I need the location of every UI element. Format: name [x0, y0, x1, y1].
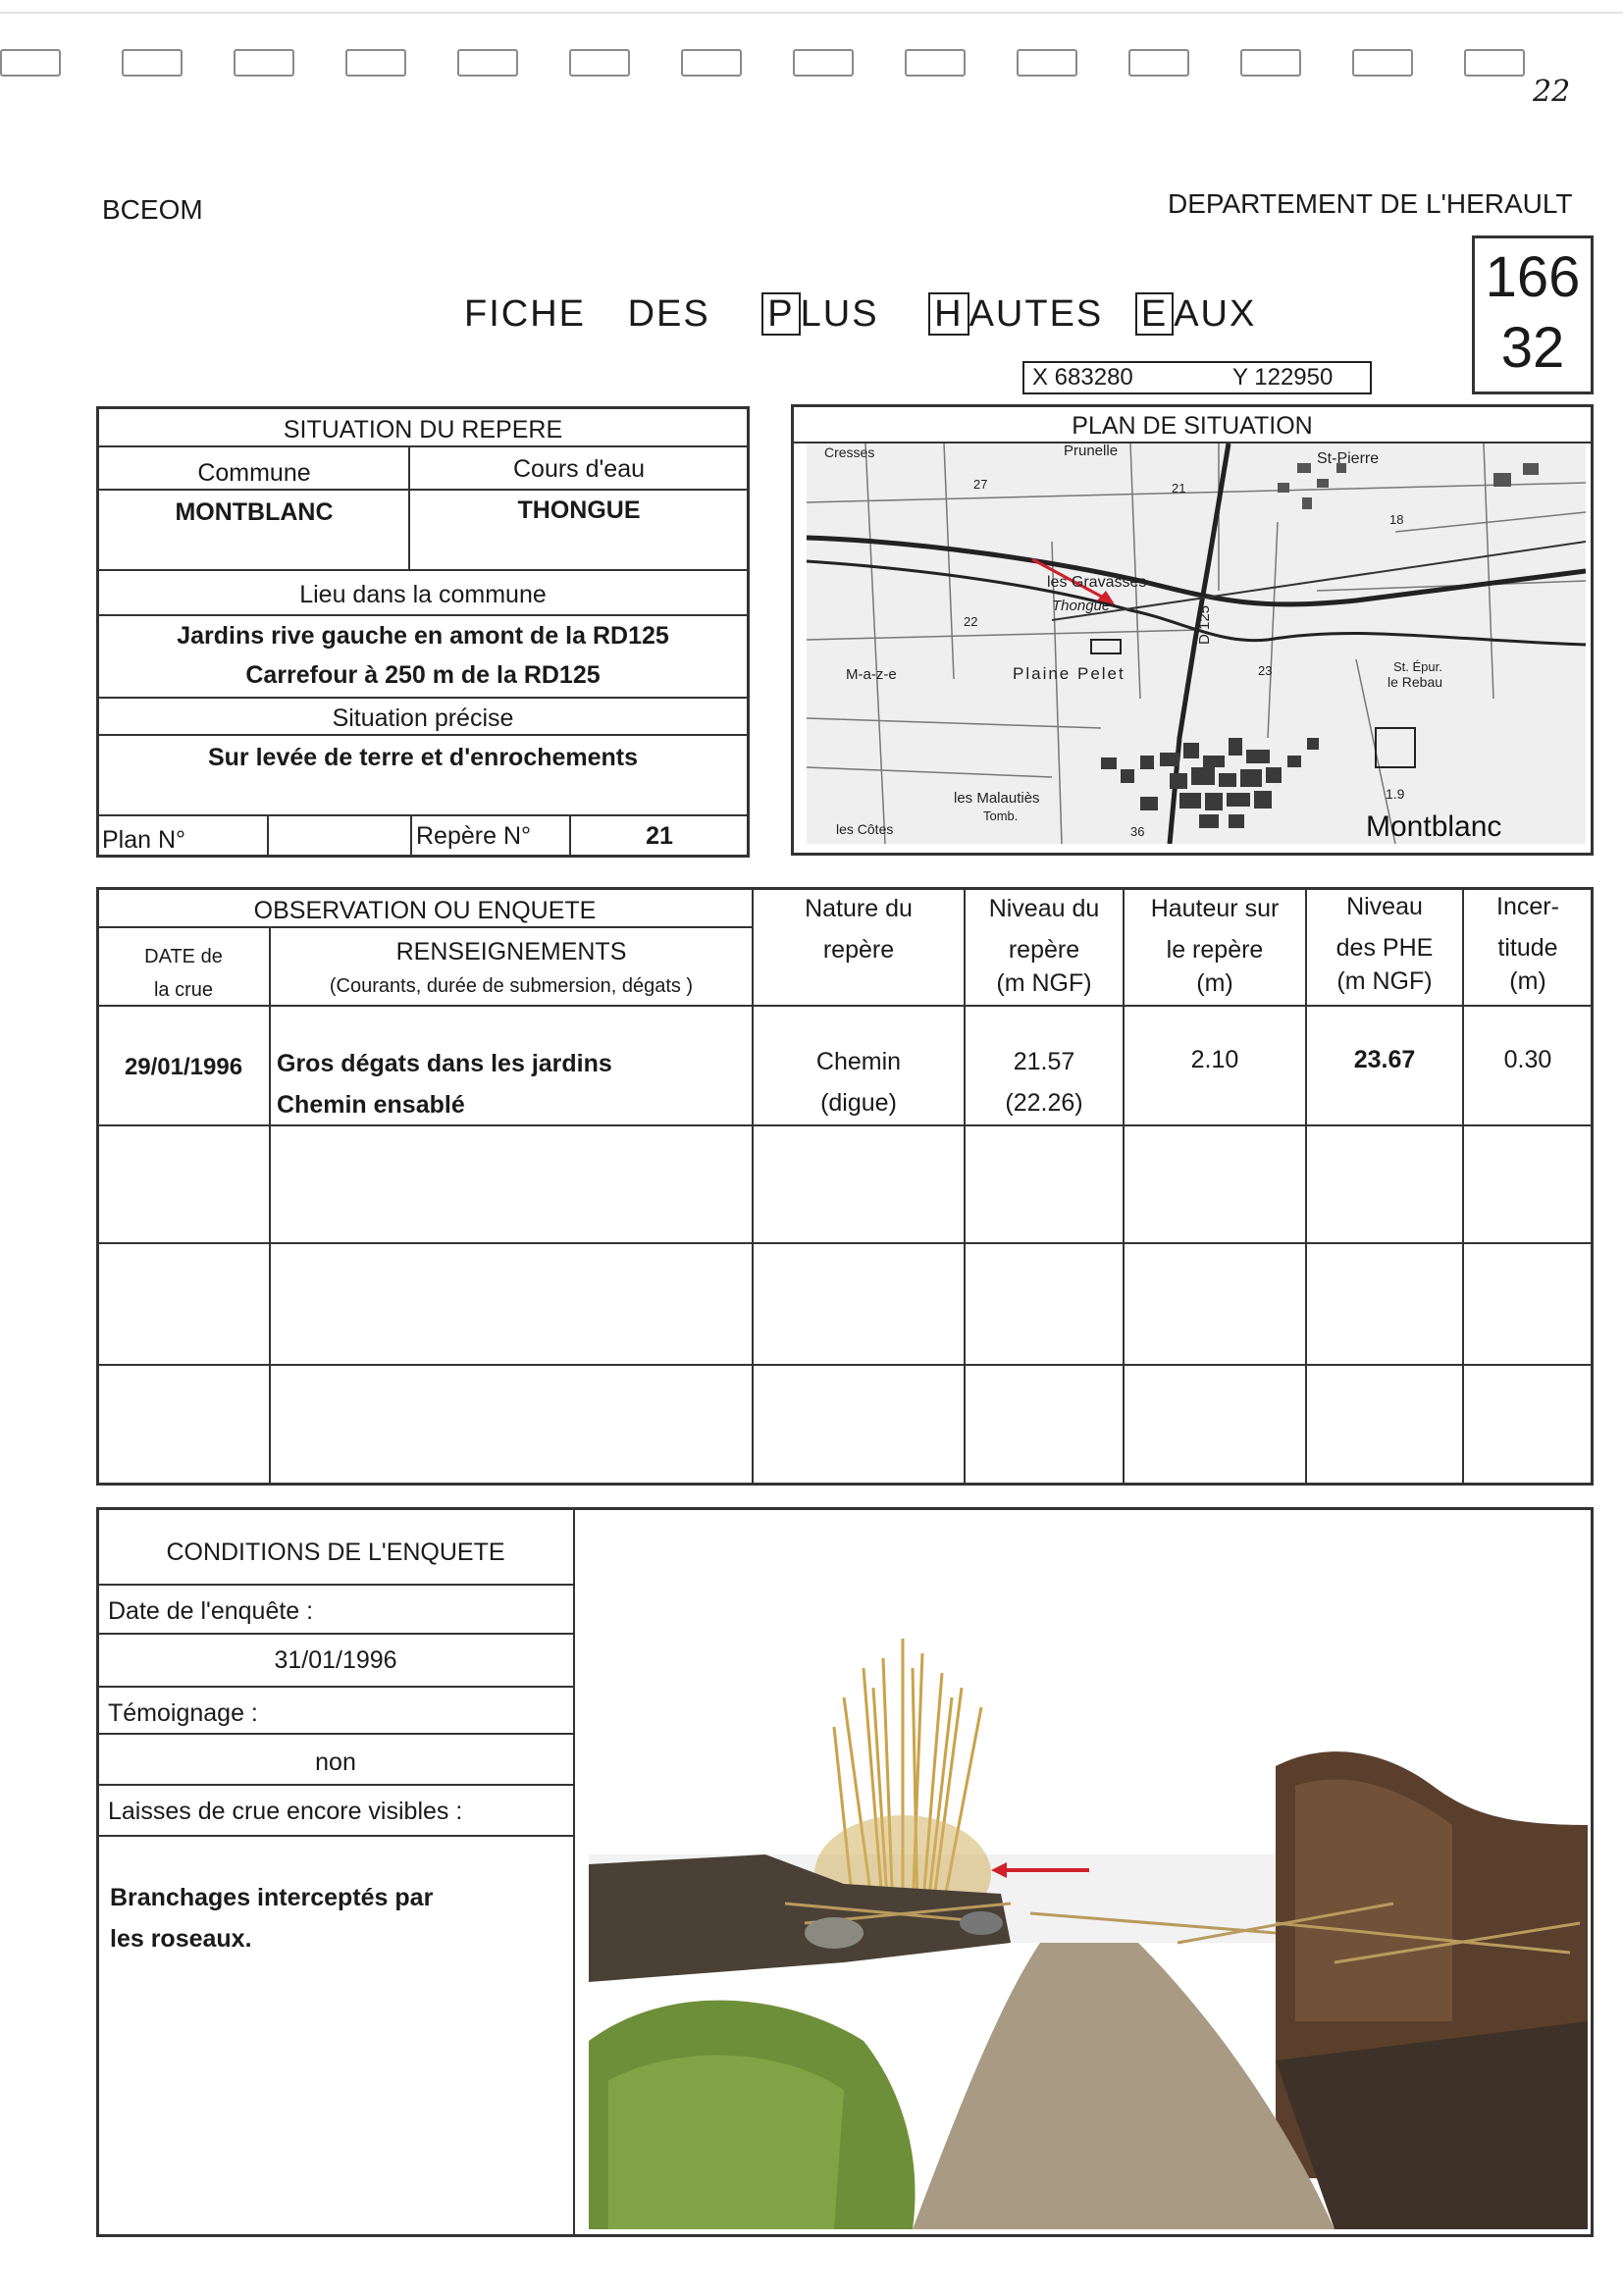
incertitude-header-2: titude — [1497, 934, 1558, 962]
phe-header-3: (m NGF) — [1336, 967, 1433, 995]
binder-hole — [1017, 49, 1077, 77]
binder-hole — [234, 49, 294, 77]
binder-hole — [1240, 49, 1301, 77]
repere-number-label: Repère N° — [416, 822, 531, 850]
svg-text:St-Pierre: St-Pierre — [1317, 450, 1380, 467]
lieu-line-2: Carrefour à 250 m de la RD125 — [245, 661, 601, 689]
row-renseignement-line-1: Gros dégats dans les jardins — [277, 1050, 612, 1077]
renseignements-header: RENSEIGNEMENTS — [395, 938, 627, 965]
binder-hole — [345, 49, 406, 77]
svg-text:les Côtes: les Côtes — [836, 821, 894, 837]
observation-heading: OBSERVATION OU ENQUETE — [253, 897, 597, 924]
binder-hole — [793, 49, 854, 77]
laisses-value-line-2: les roseaux. — [110, 1925, 252, 1953]
repere-number-value: 21 — [646, 822, 673, 850]
binder-hole — [1464, 49, 1525, 77]
page-top-edge — [0, 12, 1623, 14]
svg-text:22: 22 — [964, 614, 978, 629]
incertitude-header-3: (m) — [1509, 967, 1546, 995]
divider — [98, 926, 752, 928]
plan-heading: PLAN DE SITUATION — [1072, 412, 1313, 440]
svg-text:Prunelle: Prunelle — [1064, 444, 1119, 459]
situation-heading: SITUATION DU REPERE — [283, 416, 563, 444]
temoignage-label: Témoignage : — [108, 1699, 258, 1727]
divider — [752, 889, 754, 1484]
department-name: DEPARTEMENT DE L'HERAULT — [1168, 188, 1573, 219]
hauteur-header-3: (m) — [1196, 969, 1233, 997]
title-word-autes: AUTES — [969, 293, 1104, 335]
situation-precise-value: Sur levée de terre et d'enrochements — [207, 744, 639, 771]
divider — [98, 1242, 1592, 1244]
svg-text:Plaine Pelet: Plaine Pelet — [1013, 664, 1126, 683]
row-renseignement-line-2: Chemin ensablé — [277, 1091, 465, 1119]
title-letter-p: P — [761, 292, 800, 336]
date-header-line-1: DATE de — [144, 946, 223, 967]
binder-hole — [457, 49, 518, 77]
divider — [98, 445, 748, 447]
organisation-name: BCEOM — [102, 194, 203, 225]
divider — [98, 1733, 573, 1735]
divider — [98, 1364, 1592, 1366]
title-word-fiche: FICHE — [464, 293, 586, 335]
row-nature-line-1: Chemin — [815, 1048, 902, 1075]
phe-header-2: des PHE — [1335, 934, 1434, 962]
svg-text:le Rebau: le Rebau — [1387, 674, 1443, 690]
divider — [573, 1509, 575, 2235]
hauteur-header-1: Hauteur sur — [1150, 895, 1280, 922]
divider — [410, 814, 412, 856]
svg-text:21: 21 — [1172, 481, 1186, 496]
commune-label: Commune — [197, 459, 311, 487]
binder-hole — [1352, 49, 1413, 77]
date-header-line-2: la crue — [153, 979, 214, 1001]
laisses-label: Laisses de crue encore visibles : — [108, 1798, 463, 1825]
row-nature-line-2: (digue) — [820, 1089, 897, 1117]
divider — [98, 1124, 1592, 1126]
binder-hole — [681, 49, 742, 77]
ref-number-1: 166 — [1485, 245, 1581, 309]
reference-number-box — [1472, 235, 1594, 394]
binder-hole — [122, 49, 183, 77]
svg-text:les Gravasses: les Gravasses — [1047, 574, 1147, 591]
hauteur-header-2: le repère — [1166, 936, 1264, 964]
title-letter-e: E — [1135, 292, 1174, 336]
svg-text:Montblanc: Montblanc — [1366, 810, 1502, 843]
divider — [98, 614, 748, 616]
binder-hole — [569, 49, 630, 77]
coord-y: Y 122950 — [1232, 364, 1334, 391]
niveau-repere-header-3: (m NGF) — [996, 969, 1092, 997]
date-enquete-value: 31/01/1996 — [274, 1646, 397, 1674]
site-photo-drawing — [589, 1629, 1588, 2229]
svg-text:Cresses: Cresses — [824, 444, 875, 460]
binder-hole — [1128, 49, 1189, 77]
row-date: 29/01/1996 — [124, 1054, 243, 1080]
incertitude-header-1: Incer- — [1496, 893, 1559, 920]
svg-text:36: 36 — [1130, 824, 1145, 839]
divider — [267, 814, 269, 856]
niveau-repere-header-1: Niveau du — [988, 895, 1100, 922]
title-word-des: DES — [627, 293, 710, 335]
laisses-value-line-1: Branchages interceptés par — [110, 1884, 434, 1911]
svg-text:27: 27 — [973, 477, 988, 492]
title-letter-h: H — [928, 292, 969, 336]
divider — [98, 1005, 1592, 1007]
divider — [98, 489, 748, 491]
situation-precise-label: Situation précise — [332, 704, 514, 732]
svg-text:Tomb.: Tomb. — [983, 809, 1019, 823]
map-drawing — [807, 444, 1586, 844]
nature-header-line-2: repère — [822, 936, 895, 964]
divider — [98, 734, 748, 736]
title-word-aux: AUX — [1174, 293, 1257, 335]
ref-number-2: 32 — [1500, 316, 1565, 380]
row-incertitude: 0.30 — [1503, 1046, 1552, 1073]
plan-number-label: Plan N° — [102, 826, 186, 854]
location-map — [807, 444, 1586, 844]
svg-text:Thongue: Thongue — [1052, 598, 1111, 614]
conditions-heading: CONDITIONS DE L'ENQUETE — [166, 1539, 505, 1566]
row-hauteur: 2.10 — [1190, 1046, 1239, 1073]
divider — [98, 1686, 573, 1688]
divider — [98, 1784, 573, 1786]
divider — [98, 814, 748, 816]
svg-text:1.9: 1.9 — [1386, 786, 1405, 802]
svg-text:M-a-z-e: M-a-z-e — [846, 666, 897, 683]
renseignements-subheader: (Courants, durée de submersion, dégats ) — [329, 975, 694, 997]
svg-text:les Malautiès: les Malautiès — [954, 790, 1040, 807]
divider — [98, 697, 748, 699]
lieu-label: Lieu dans la commune — [299, 581, 547, 608]
divider — [98, 1835, 573, 1837]
nature-header-line-1: Nature du — [805, 895, 913, 922]
handwritten-page-number: 22 — [1533, 75, 1571, 109]
row-niveau-repere-1: 21.57 — [1013, 1048, 1075, 1075]
row-niveau-phe: 23.67 — [1353, 1046, 1416, 1073]
row-niveau-repere-2: (22.26) — [1005, 1089, 1083, 1117]
divider — [98, 1584, 573, 1586]
site-photo — [589, 1629, 1588, 2229]
cours-label: Cours d'eau — [512, 455, 646, 483]
svg-text:18: 18 — [1389, 512, 1404, 527]
svg-text:D 125: D 125 — [1196, 604, 1213, 645]
page-title — [464, 292, 1256, 336]
binder-hole — [0, 49, 61, 77]
temoignage-value: non — [315, 1748, 356, 1776]
title-word-lus: LUS — [800, 293, 879, 335]
lieu-line-1: Jardins rive gauche en amont de la RD125 — [177, 622, 669, 650]
phe-header-1: Niveau — [1346, 893, 1423, 920]
divider — [98, 569, 748, 571]
cours-value: THONGUE — [517, 496, 641, 524]
binder-hole — [905, 49, 966, 77]
svg-text:St. Épur.: St. Épur. — [1393, 659, 1442, 674]
commune-value: MONTBLANC — [175, 498, 334, 526]
svg-text:23: 23 — [1258, 663, 1273, 678]
divider — [98, 1633, 573, 1635]
coordinates-box — [1022, 361, 1372, 394]
divider — [269, 928, 271, 1484]
date-enquete-label: Date de l'enquête : — [108, 1597, 314, 1625]
coord-x: X 683280 — [1032, 364, 1133, 391]
niveau-repere-header-2: repère — [1008, 936, 1080, 964]
